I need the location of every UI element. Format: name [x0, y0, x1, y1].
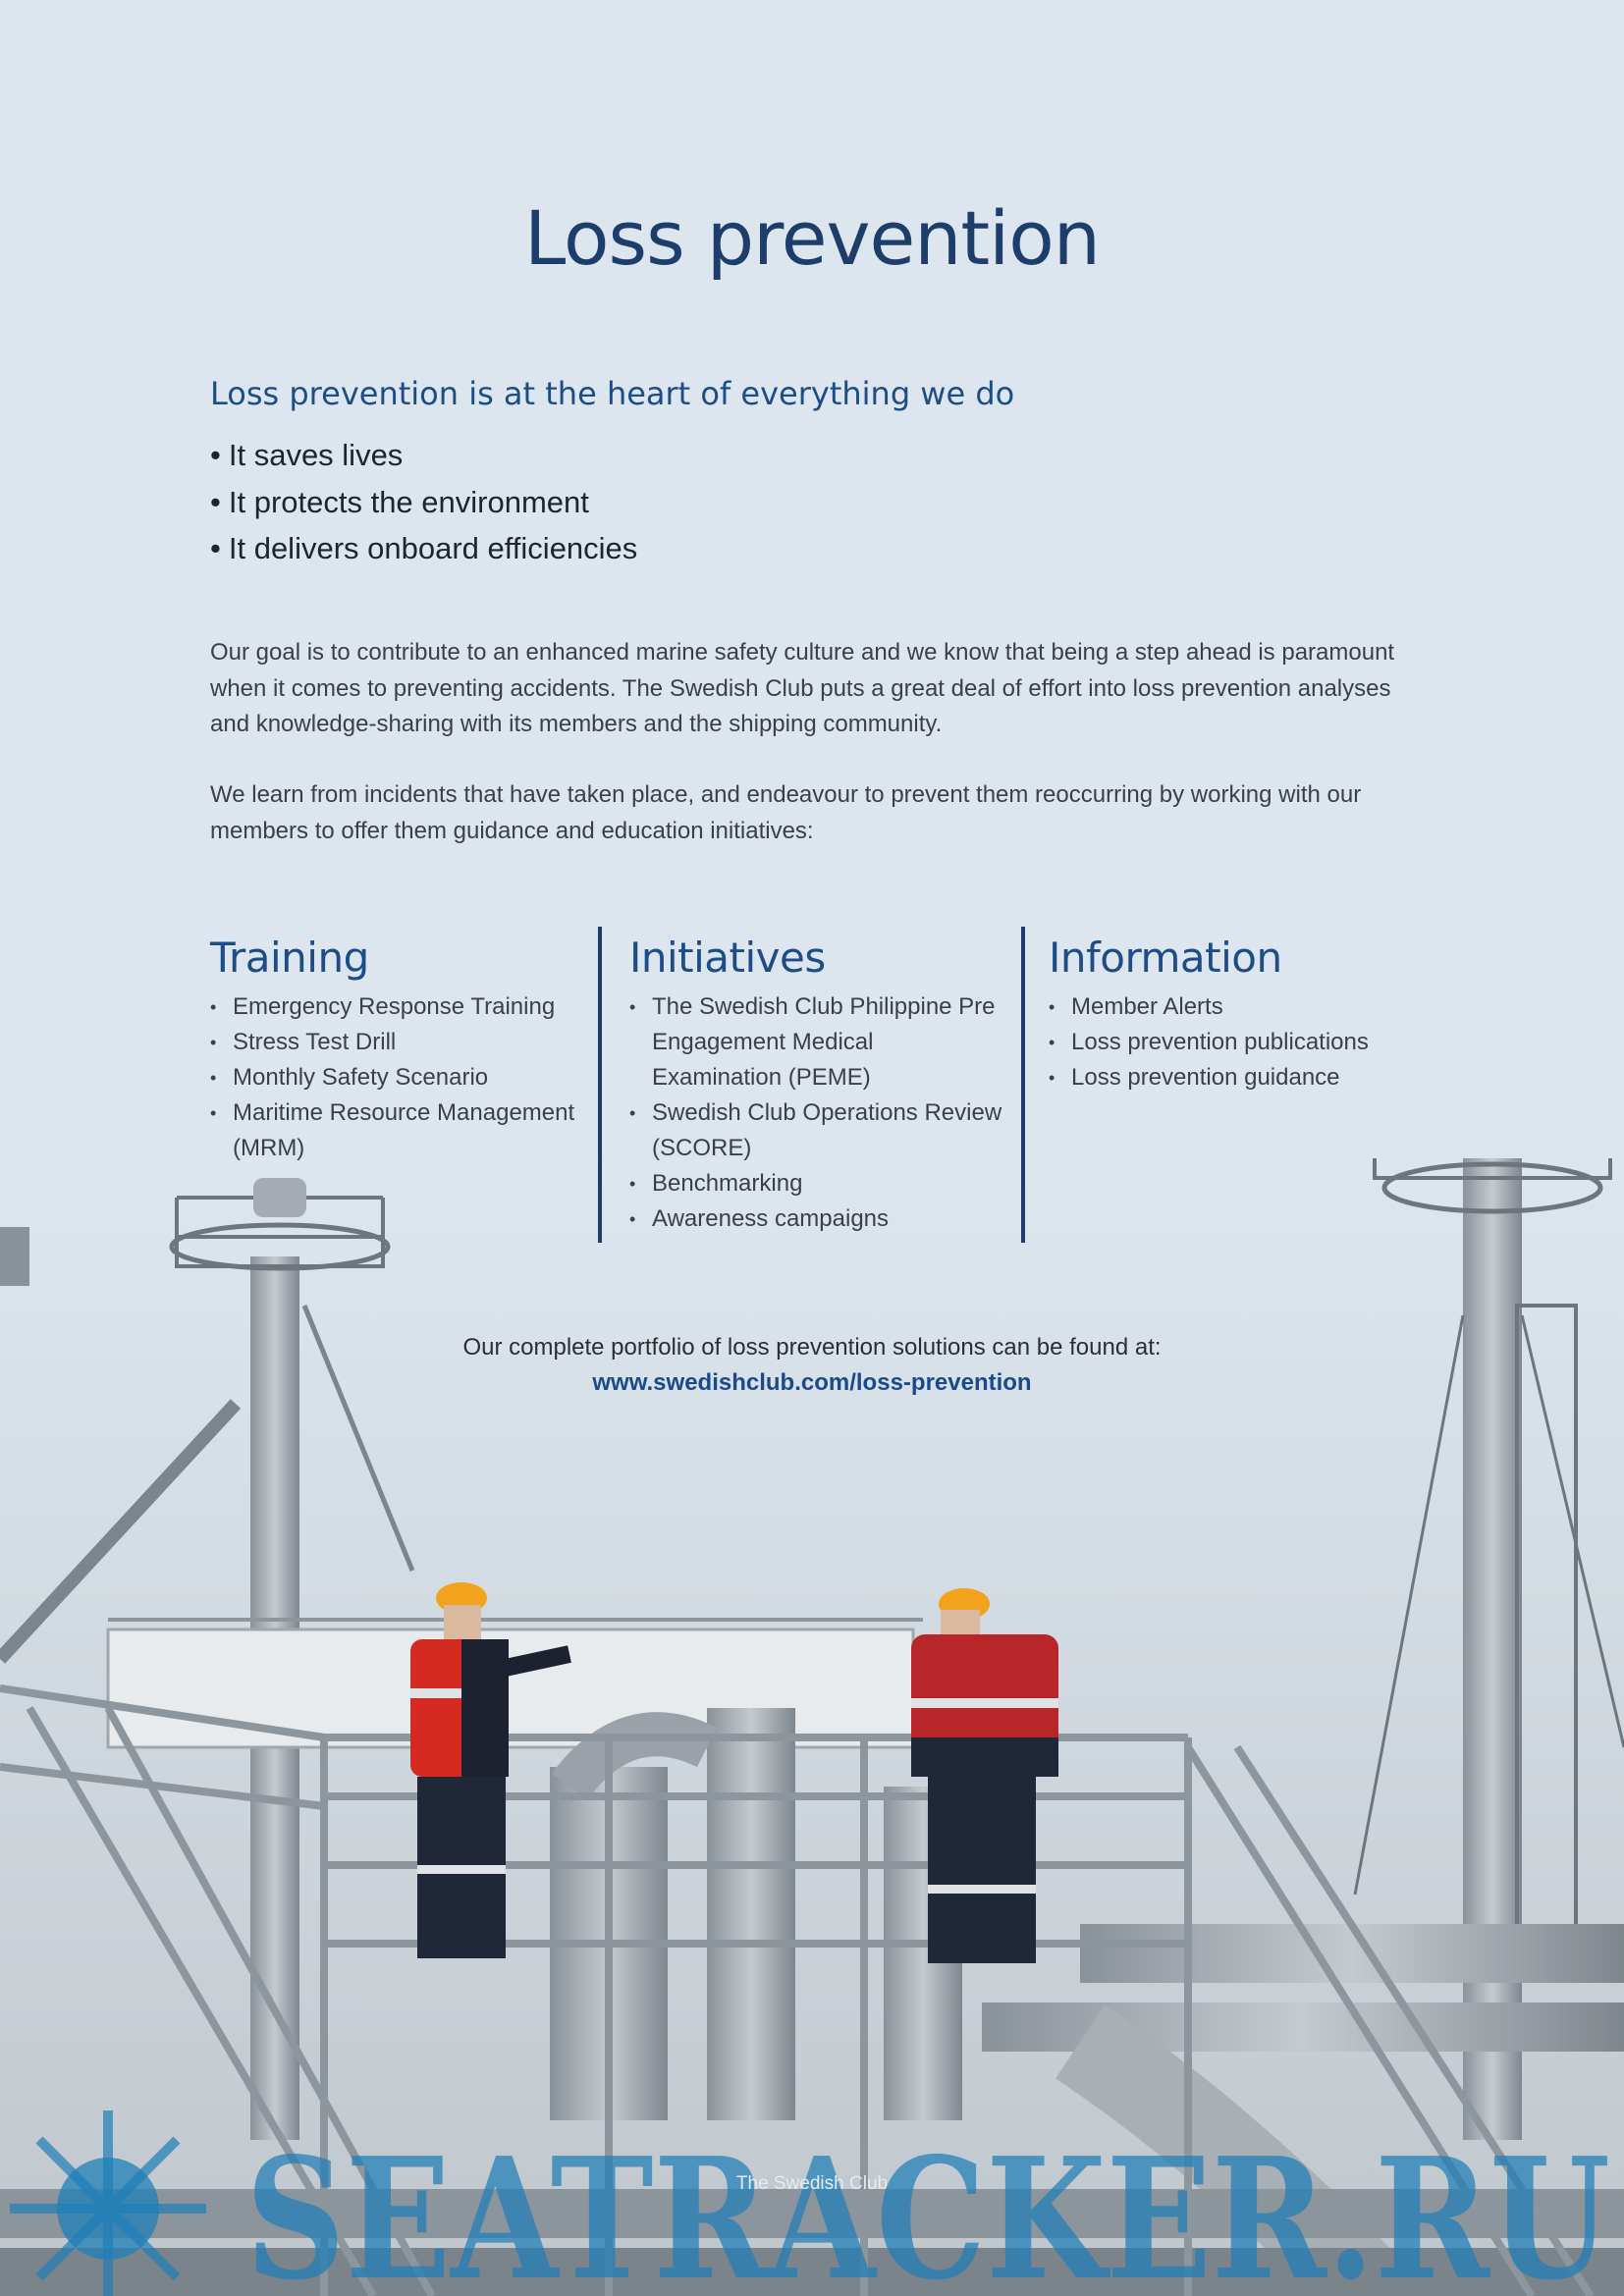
loss-prevention-link[interactable]: www.swedishclub.com/loss-prevention — [592, 1369, 1032, 1396]
watermark-text: SEATRACKER.RU — [245, 2121, 1610, 2296]
list-item: • Benchmarking — [629, 1166, 1002, 1201]
footer-label: The Swedish Club — [735, 2173, 889, 2194]
edge-lamp — [0, 1227, 29, 1286]
column-heading: Information — [1049, 934, 1282, 982]
list-item: • Maritime Resource Management (MRM) — [210, 1095, 583, 1166]
list-item: • Awareness campaigns — [629, 1201, 1002, 1237]
column-heading: Training — [210, 934, 369, 982]
goal-paragraph: Our goal is to contribute to an enhanced marine safety culture and we know that being a step ahead is paramount when it comes to preventing accidents. The Swedish Club puts a great deal of effort into loss prevention analyses and knowledge-sharing with its members and the shipping community. — [210, 639, 1395, 737]
initiatives-column — [629, 923, 1002, 1237]
portfolio-note — [0, 1330, 1624, 1401]
column-heading: Initiatives — [629, 934, 826, 982]
information-column — [1049, 923, 1441, 1095]
list-item: • Monthly Safety Scenario — [210, 1060, 583, 1095]
benefit-item: • It saves lives — [210, 432, 637, 479]
column-divider — [1021, 927, 1025, 1243]
learn-paragraph: We learn from incidents that have taken place, and endeavour to prevent them reoccurring by working with our members to offer them guidance and education initiatives: — [210, 781, 1362, 844]
sunburst-logo-icon — [10, 2110, 206, 2296]
column-divider — [598, 927, 602, 1243]
list-item: • Emergency Response Training — [210, 989, 583, 1025]
portfolio-text: Our complete portfolio of loss prevention solutions can be found at: — [462, 1334, 1162, 1361]
list-item: • Member Alerts — [1049, 989, 1441, 1025]
benefit-list — [210, 432, 637, 572]
benefit-item: • It delivers onboard efficiencies — [210, 525, 637, 572]
list-item: • Swedish Club Operations Review (SCORE) — [629, 1095, 1002, 1166]
list-item: • Loss prevention publications — [1049, 1025, 1441, 1060]
benefit-item: • It protects the environment — [210, 479, 637, 526]
list-item: • The Swedish Club Philippine Pre Engagement Medical Examination (PEME) — [629, 989, 1002, 1095]
list-item: • Loss prevention guidance — [1049, 1060, 1441, 1095]
training-column — [210, 923, 583, 1166]
list-item: • Stress Test Drill — [210, 1025, 583, 1060]
page-title: Loss prevention — [524, 194, 1100, 282]
section-subtitle: Loss prevention is at the heart of everything we do — [210, 375, 1015, 412]
